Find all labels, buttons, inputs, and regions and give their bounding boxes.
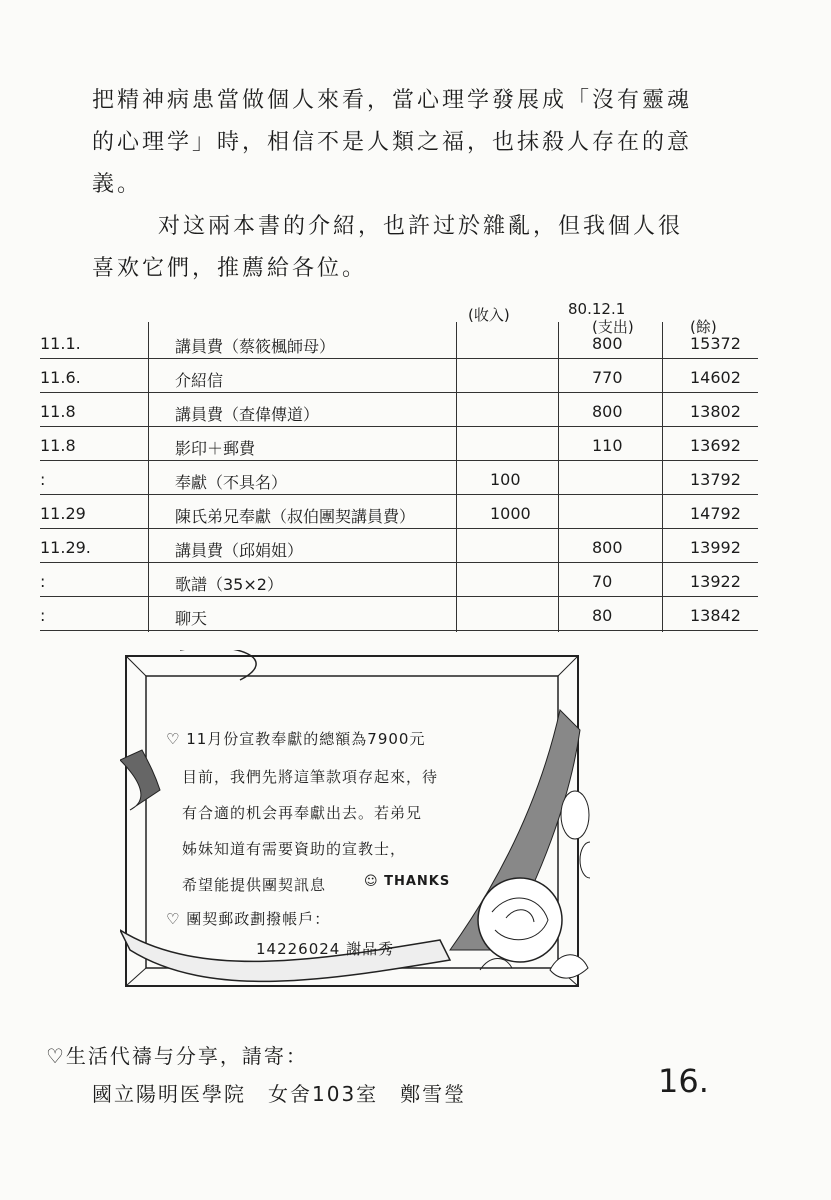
account-number: 14226024 謝品秀 <box>256 940 395 958</box>
date-cell: : <box>40 572 46 591</box>
income-cell: 100 <box>490 470 521 489</box>
paragraph-line: 把精神病患當做個人來看，當心理学發展成「沒有靈魂 <box>92 88 693 113</box>
notice-card <box>120 650 590 1000</box>
expense-cell: 800 <box>592 538 623 557</box>
footer-address: 國立陽明医學院 女舍103室 鄭雪瑩 <box>92 1082 467 1106</box>
table-row <box>40 498 760 530</box>
row-rule <box>40 528 758 529</box>
header-income: (收入) <box>468 306 510 324</box>
table-row <box>40 362 760 394</box>
table-row <box>40 532 760 564</box>
header-expense: (支出) <box>592 318 634 336</box>
balance-cell: 14602 <box>690 368 741 387</box>
notice-line: ♡ 11月份宣教奉獻的總額為7900元 <box>166 730 426 748</box>
date-cell: : <box>40 606 46 625</box>
expense-cell: 770 <box>592 368 623 387</box>
header-balance: (餘) <box>690 318 717 336</box>
balance-cell: 15372 <box>690 334 741 353</box>
balance-cell: 13802 <box>690 402 741 421</box>
item-cell: 影印＋郵費 <box>175 439 256 458</box>
row-rule <box>40 426 758 427</box>
income-cell: 1000 <box>490 504 531 523</box>
table-row <box>40 430 760 462</box>
date-cell: 11.8 <box>40 402 76 421</box>
item-cell: 歌譜（35×2） <box>175 575 283 594</box>
table-row <box>40 600 760 632</box>
paragraph-line: 的心理学」時，相信不是人類之福，也抹殺人存在的意 <box>92 130 693 155</box>
ledger-table <box>40 300 760 640</box>
balance-cell: 13922 <box>690 572 741 591</box>
date-cell: 11.29. <box>40 538 91 557</box>
notice-line: 有合適的机会再奉獻出去。若弟兄 <box>182 804 423 822</box>
date-cell: 11.6. <box>40 368 81 387</box>
row-rule <box>40 460 758 461</box>
item-cell: 介紹信 <box>175 371 224 390</box>
item-cell: 陳氏弟兄奉獻（叔伯團契講員費） <box>175 507 416 526</box>
date-cell: 11.29 <box>40 504 86 523</box>
thanks-label: ☺ THANKS <box>364 874 451 889</box>
row-rule <box>40 358 758 359</box>
expense-cell: 800 <box>592 402 623 421</box>
expense-cell: 800 <box>592 334 623 353</box>
table-row <box>40 396 760 428</box>
header-date: 80.12.1 <box>568 300 626 318</box>
expense-cell: 70 <box>592 572 613 591</box>
table-row <box>40 464 760 496</box>
footer-line: ♡生活代禱与分享，請寄： <box>46 1044 308 1068</box>
page-number: 16. <box>658 1062 709 1100</box>
balance-cell: 14792 <box>690 504 741 523</box>
table-row <box>40 566 760 598</box>
table-row <box>40 328 760 360</box>
date-cell: 11.1. <box>40 334 81 353</box>
item-cell: 講員費（查偉傳道） <box>175 405 320 424</box>
paragraph <box>92 80 742 290</box>
expense-cell: 110 <box>592 436 623 455</box>
balance-cell: 13792 <box>690 470 741 489</box>
balance-cell: 13992 <box>690 538 741 557</box>
notice-line: ♡ 團契郵政劃撥帳戶： <box>166 910 331 928</box>
paragraph-line: 喜欢它們，推薦給各位。 <box>92 256 368 281</box>
expense-cell: 80 <box>592 606 613 625</box>
balance-cell: 13842 <box>690 606 741 625</box>
item-cell: 聊天 <box>175 609 208 628</box>
item-cell: 講員費（邱娟姐） <box>175 541 304 560</box>
row-rule <box>40 562 758 563</box>
balance-cell: 13692 <box>690 436 741 455</box>
row-rule <box>40 392 758 393</box>
date-cell: 11.8 <box>40 436 76 455</box>
paragraph-line: 義。 <box>92 172 143 197</box>
date-cell: : <box>40 470 46 489</box>
item-cell: 奉獻（不具名） <box>175 473 288 492</box>
row-rule <box>40 494 758 495</box>
row-rule <box>40 596 758 597</box>
row-rule <box>40 630 758 631</box>
notice-line: 希望能提供團契訊息 <box>182 876 327 894</box>
item-cell: 講員費（蔡筱楓師母） <box>175 337 336 356</box>
notice-line: 目前，我們先將這筆款項存起來，待 <box>182 768 439 786</box>
paragraph-line: 对这兩本書的介紹，也許过於雜亂，但我個人很 <box>158 214 684 239</box>
notice-line: 姊妹知道有需要資助的宣教士， <box>182 840 407 858</box>
